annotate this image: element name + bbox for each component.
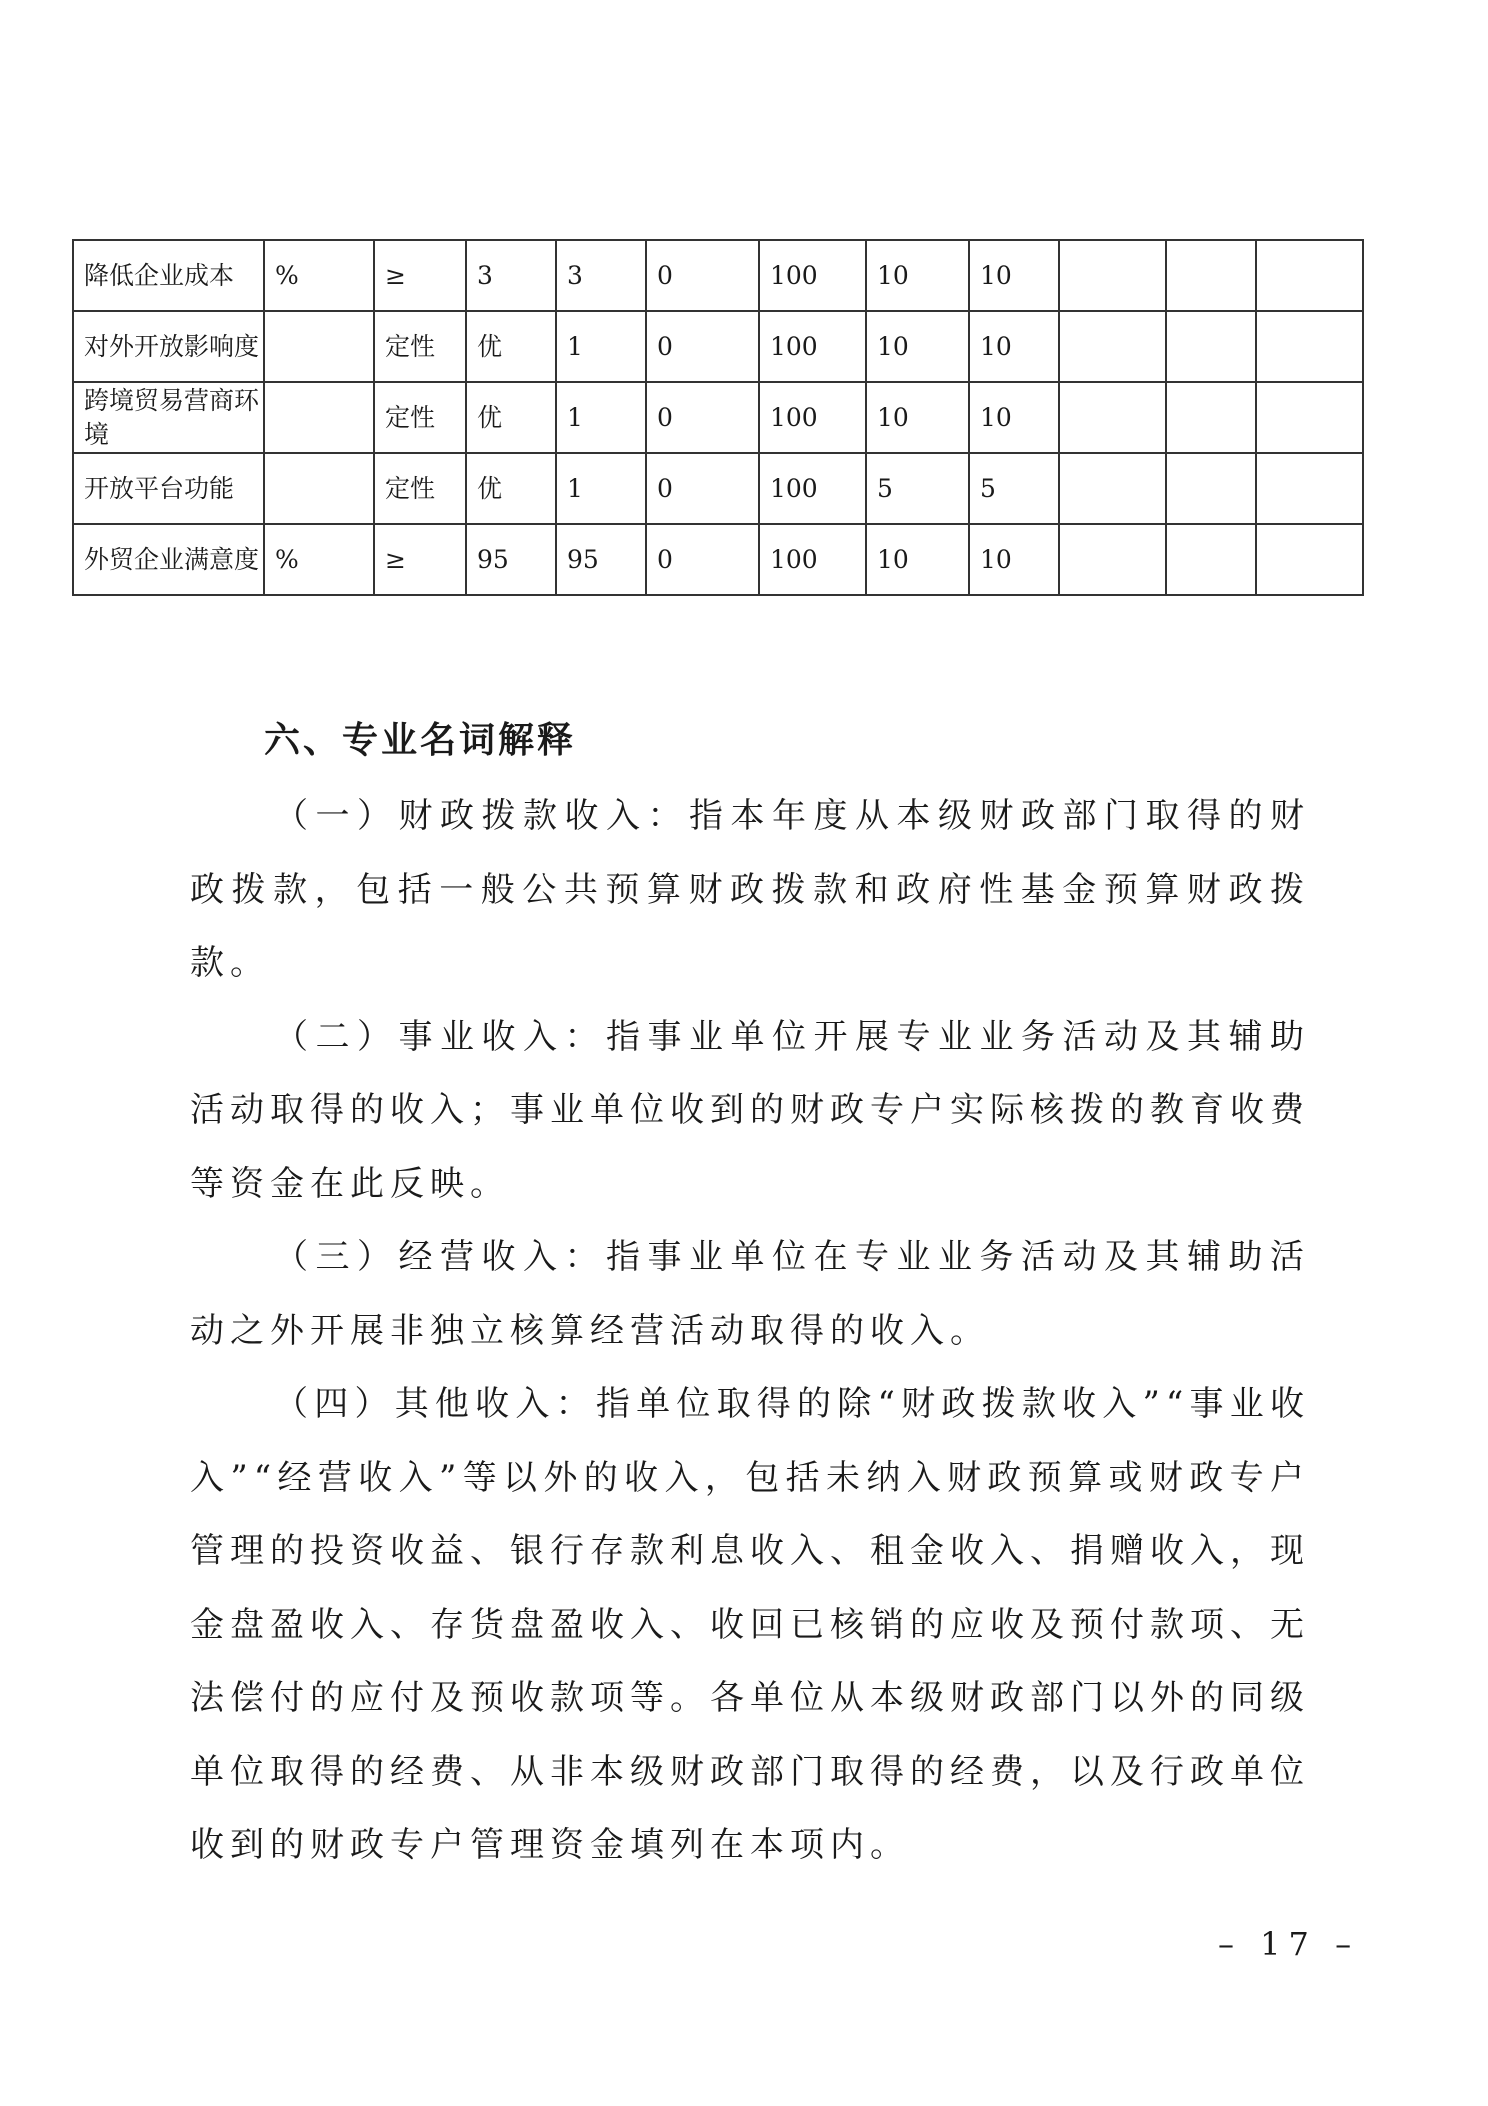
table-cell-rate: 100 bbox=[759, 453, 866, 524]
table-cell-c10 bbox=[1059, 524, 1166, 595]
table-cell-actual: 3 bbox=[556, 240, 646, 311]
table-cell-weight: 10 bbox=[866, 382, 969, 453]
table-cell-op: 定性 bbox=[374, 382, 466, 453]
table-cell-rate: 100 bbox=[759, 311, 866, 382]
table-cell-c11 bbox=[1166, 311, 1256, 382]
table-cell-name: 跨境贸易营商环境 bbox=[73, 382, 264, 453]
table-cell-rate: 100 bbox=[759, 524, 866, 595]
table-cell-name: 降低企业成本 bbox=[73, 240, 264, 311]
table-cell-c10 bbox=[1059, 453, 1166, 524]
page-number: – 17 – bbox=[1218, 1925, 1360, 1963]
paragraph-operating-income: （三）经营收入：指事业单位在专业业务活动及其辅助活动之外开展非独立核算经营活动取得的收入。 bbox=[190, 1237, 1310, 1351]
table-cell-weight: 5 bbox=[866, 453, 969, 524]
table-cell-c11 bbox=[1166, 524, 1256, 595]
table-cell-score: 10 bbox=[969, 240, 1059, 311]
table-cell-c11 bbox=[1166, 382, 1256, 453]
table-row bbox=[73, 524, 1363, 595]
table-cell-c10 bbox=[1059, 240, 1166, 311]
table-cell-deviation: 0 bbox=[646, 524, 759, 595]
table-cell-deviation: 0 bbox=[646, 382, 759, 453]
table-cell-target: 优 bbox=[466, 311, 556, 382]
table-cell-actual: 95 bbox=[556, 524, 646, 595]
table-cell-weight: 10 bbox=[866, 240, 969, 311]
table-cell-c12 bbox=[1256, 311, 1363, 382]
table-cell-op: 定性 bbox=[374, 453, 466, 524]
table-cell-rate: 100 bbox=[759, 240, 866, 311]
table-row bbox=[73, 311, 1363, 382]
table-cell-c11 bbox=[1166, 240, 1256, 311]
table-row bbox=[73, 240, 1363, 311]
table-cell-name: 对外开放影响度 bbox=[73, 311, 264, 382]
table-cell-actual: 1 bbox=[556, 382, 646, 453]
table-cell-actual: 1 bbox=[556, 311, 646, 382]
table-cell-name: 外贸企业满意度 bbox=[73, 524, 264, 595]
table-cell-target: 95 bbox=[466, 524, 556, 595]
table-cell-actual: 1 bbox=[556, 453, 646, 524]
table-cell-c10 bbox=[1059, 382, 1166, 453]
table-row bbox=[73, 382, 1363, 453]
table-cell-target: 3 bbox=[466, 240, 556, 311]
table-cell-score: 10 bbox=[969, 524, 1059, 595]
table-cell-unit bbox=[264, 453, 374, 524]
table-cell-rate: 100 bbox=[759, 382, 866, 453]
table-cell-deviation: 0 bbox=[646, 311, 759, 382]
table-cell-score: 10 bbox=[969, 382, 1059, 453]
table-cell-name: 开放平台功能 bbox=[73, 453, 264, 524]
section-title: 六、专业名词解释 bbox=[264, 720, 577, 761]
table-cell-unit bbox=[264, 382, 374, 453]
table-cell-c12 bbox=[1256, 453, 1363, 524]
table-cell-unit bbox=[264, 311, 374, 382]
table-cell-op: ≥ bbox=[374, 524, 466, 595]
performance-indicator-table bbox=[72, 239, 1364, 596]
table-cell-c12 bbox=[1256, 382, 1363, 453]
table-cell-deviation: 0 bbox=[646, 240, 759, 311]
table-cell-c12 bbox=[1256, 524, 1363, 595]
table-cell-target: 优 bbox=[466, 382, 556, 453]
table-cell-score: 10 bbox=[969, 311, 1059, 382]
table-row bbox=[73, 453, 1363, 524]
table-cell-target: 优 bbox=[466, 453, 556, 524]
table-cell-op: 定性 bbox=[374, 311, 466, 382]
table-cell-c10 bbox=[1059, 311, 1166, 382]
table-cell-op: ≥ bbox=[374, 240, 466, 311]
table-cell-unit: % bbox=[264, 524, 374, 595]
table-cell-deviation: 0 bbox=[646, 453, 759, 524]
table-cell-unit: % bbox=[264, 240, 374, 311]
paragraph-other-income: （四）其他收入：指单位取得的除“财政拨款收入”“事业收入”“经营收入”等以外的收入，包括未纳入财政预算或财政专户管理的投资收益、银行存款利息收入、租金收入、捐赠收入，现金盘盈收入、存货盘盈收入、收回已核销的应收及预付款项、无法偿付的应付及预收款项等。各单位从本级财政部门以外的同级单位取得的经费、从非本级财政部门取得的经费，以及行政单位收到的财政专户管理资金填列在本项内。 bbox=[190, 1384, 1310, 1865]
paragraph-business-income: （二）事业收入：指事业单位开展专业业务活动及其辅助活动取得的收入；事业单位收到的财政专户实际核拨的教育收费等资金在此反映。 bbox=[190, 1016, 1310, 1204]
table-body bbox=[73, 240, 1363, 595]
table-cell-c11 bbox=[1166, 453, 1256, 524]
table-cell-score: 5 bbox=[969, 453, 1059, 524]
glossary-body bbox=[190, 780, 1310, 1883]
paragraph-fiscal-appropriation-income: （一）财政拨款收入：指本年度从本级财政部门取得的财政拨款，包括一般公共预算财政拨款和政府性基金预算财政拨款。 bbox=[190, 796, 1310, 983]
table-cell-weight: 10 bbox=[866, 524, 969, 595]
table-cell-c12 bbox=[1256, 240, 1363, 311]
table-cell-weight: 10 bbox=[866, 311, 969, 382]
